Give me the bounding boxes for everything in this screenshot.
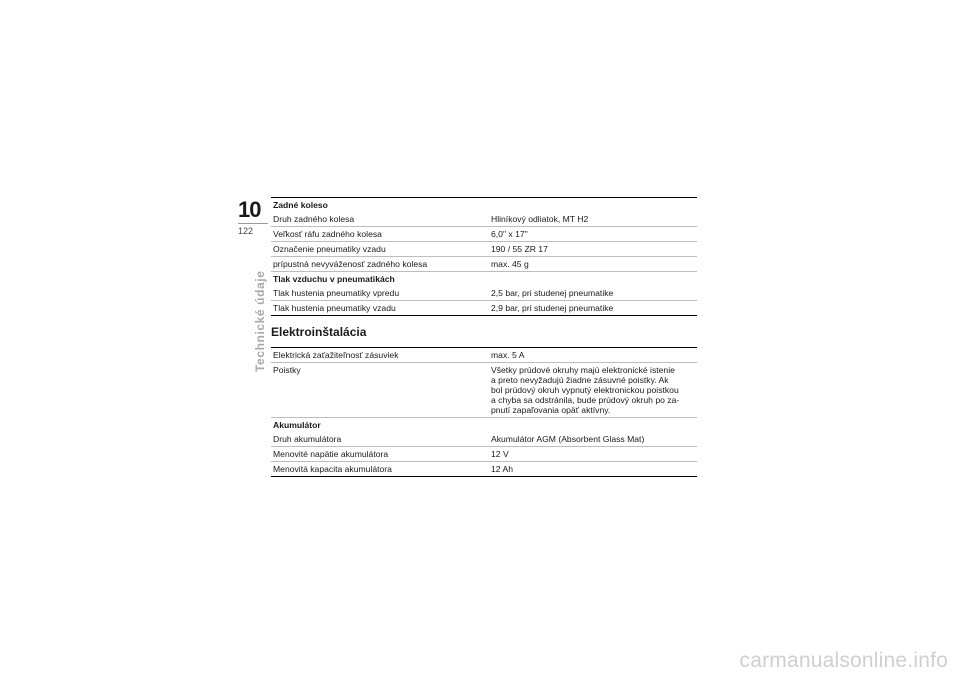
description-line: pnutí zapaľovania opäť aktívny. <box>491 405 611 415</box>
row-label: Menovité napätie akumulátora <box>271 447 489 462</box>
table-row <box>271 348 697 363</box>
row-label: prípustná nevyváženosť zadného kolesa <box>271 257 489 272</box>
row-value: max. 5 A <box>489 348 697 363</box>
description-line: bol prúdový okruh vypnutý elektronickou poistkou <box>491 385 679 395</box>
description-line: a chyba sa odstránila, bude prúdový okruh po za- <box>491 395 680 405</box>
spec-content <box>271 197 697 477</box>
table-row <box>271 227 697 242</box>
chapter-number: 10 <box>238 197 261 222</box>
description-line: Všetky prúdové okruhy majú elektronické istenie <box>491 365 675 375</box>
description-line: a preto nevyžadujú žiadne zásuvné poistky. Ak <box>491 375 669 385</box>
table-row <box>271 242 697 257</box>
row-value: 2,5 bar, pri studenej pneumatike <box>489 286 697 301</box>
chapter-marker <box>238 198 268 237</box>
fuses-description <box>489 363 697 418</box>
row-value: 6,0" x 17" <box>489 227 697 242</box>
row-value: 2,9 bar, pri studenej pneumatike <box>489 301 697 316</box>
row-value: Hliníkový odliatok, MT H2 <box>489 212 697 227</box>
table-row <box>271 212 697 227</box>
section-heading-electrical: Elektroinštalácia <box>271 325 367 339</box>
row-label: Elektrická zaťažiteľnosť zásuviek <box>271 348 489 363</box>
section-header-battery <box>271 418 697 433</box>
row-value: Akumulátor AGM (Absorbent Glass Mat) <box>489 432 697 447</box>
section-header-rear-wheel <box>271 198 697 213</box>
row-value: 190 / 55 ZR 17 <box>489 242 697 257</box>
side-chapter-title: Technické údaje <box>253 270 267 372</box>
section-title: Akumulátor <box>271 418 697 433</box>
section-title: Tlak vzduchu v pneumatikách <box>271 272 697 287</box>
section-header-tire-pressure <box>271 272 697 287</box>
row-label: Druh akumulátora <box>271 432 489 447</box>
rear-wheel-table <box>271 197 697 316</box>
table-row <box>271 301 697 316</box>
row-label: Tlak hustenia pneumatiky vpredu <box>271 286 489 301</box>
row-label: Tlak hustenia pneumatiky vzadu <box>271 301 489 316</box>
row-label: Označenie pneumatiky vzadu <box>271 242 489 257</box>
row-label: Menovitá kapacita akumulátora <box>271 462 489 477</box>
table-row <box>271 447 697 462</box>
page-number: 122 <box>238 226 254 236</box>
row-label: Veľkosť ráfu zadného kolesa <box>271 227 489 242</box>
row-value: max. 45 g <box>489 257 697 272</box>
chapter-divider <box>238 223 268 224</box>
table-row <box>271 462 697 477</box>
watermark: carmanualsonline.info <box>739 649 948 672</box>
table-row <box>271 363 697 418</box>
row-value: 12 V <box>489 447 697 462</box>
row-label: Poistky <box>271 363 489 418</box>
electrical-table <box>271 347 697 477</box>
row-value: 12 Ah <box>489 462 697 477</box>
row-label: Druh zadného kolesa <box>271 212 489 227</box>
table-row <box>271 286 697 301</box>
section-title: Zadné koleso <box>271 198 697 213</box>
table-row <box>271 257 697 272</box>
table-row <box>271 432 697 447</box>
